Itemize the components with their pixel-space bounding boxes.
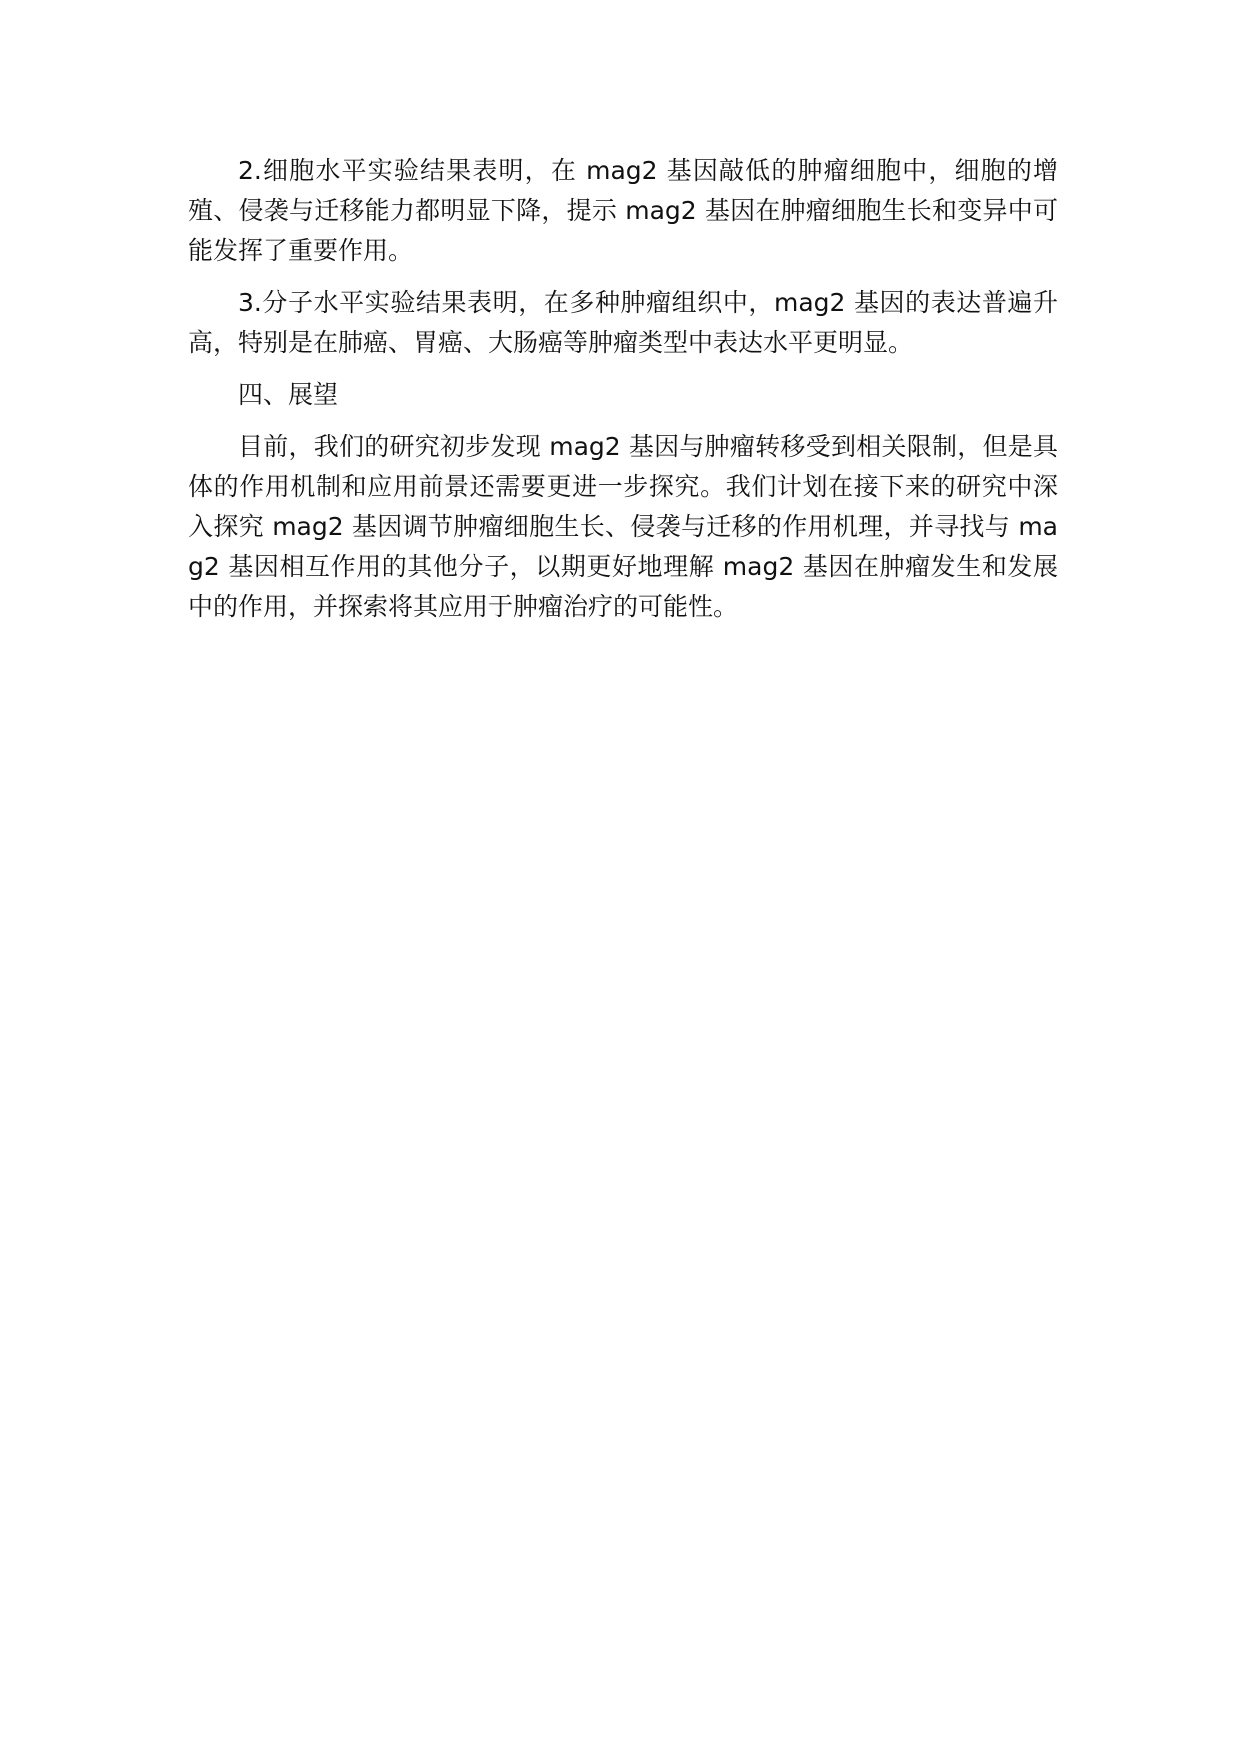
paragraph-cell-level-results: 2.细胞水平实验结果表明，在 mag2 基因敲低的肿瘤细胞中，细胞的增殖、侵袭与迁移能力都明显下降，提示 mag2 基因在肿瘤细胞生长和变异中可能发挥了重要作用。 xyxy=(188,156,1058,265)
paragraph-outlook: 目前，我们的研究初步发现 mag2 基因与肿瘤转移受到相关限制，但是具体的作用机制和应用前景还需要更进一步探究。我们计划在接下来的研究中深入探究 mag2 基因调节肿瘤细胞生长、侵袭与迁移的作用机理，并寻找与 mag2 基因相互作用的其他分子，以期更好地理解 mag2 基因在肿瘤发生和发展中的作用，并探索将其应用于肿瘤治疗的可能性。 xyxy=(188,432,1058,621)
document-body xyxy=(188,151,1058,639)
paragraph-molecular-level-results: 3.分子水平实验结果表明，在多种肿瘤组织中，mag2 基因的表达普遍升高，特别是在肺癌、胃癌、大肠癌等肿瘤类型中表达水平更明显。 xyxy=(188,288,1058,357)
section-heading-outlook: 四、展望 xyxy=(238,380,339,409)
